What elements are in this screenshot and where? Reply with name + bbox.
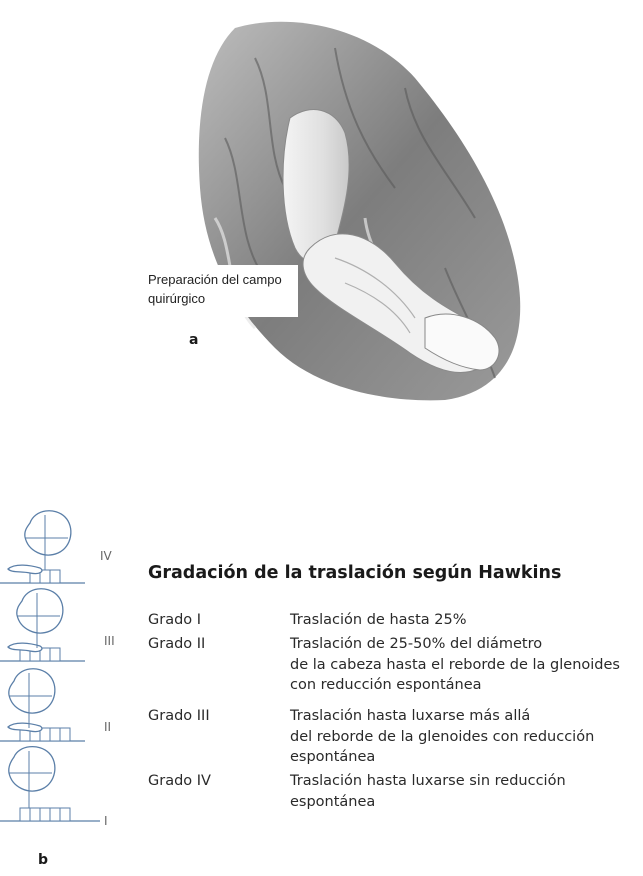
surgical-field-illustration — [195, 18, 525, 403]
grade-description: Traslación hasta luxarse sin reducción espontánea — [290, 773, 566, 810]
grade-label: Grado III — [148, 708, 210, 724]
panel-label-a: a — [189, 332, 199, 348]
level-label-iii: III — [104, 634, 115, 648]
diagram-grade-iii — [0, 589, 115, 661]
grade-label: Grado II — [148, 636, 206, 652]
grade-description: Traslación de hasta 25% — [290, 612, 467, 628]
diagram-grade-ii — [0, 669, 111, 741]
figure-caption: Preparación del campo quirúrgico — [140, 265, 298, 317]
grade-label: Grado IV — [148, 773, 211, 789]
grade-label: Grado I — [148, 612, 202, 628]
hawkins-diagrams — [0, 505, 125, 830]
panel-label-b: b — [38, 852, 49, 868]
diagram-grade-i — [0, 747, 108, 828]
level-label-ii: II — [104, 720, 112, 734]
grade-description: Traslación de 25-50% del diámetro de la cabeza hasta el reborde de la glenoides con reducción espontánea — [290, 636, 620, 693]
table-title: Gradación de la traslación según Hawkins — [148, 563, 562, 583]
level-label-iv: IV — [100, 549, 112, 563]
grade-description: Traslación hasta luxarse más allá del reborde de la glenoides con reducción espontánea — [290, 708, 595, 765]
level-label-i: I — [104, 814, 108, 828]
diagram-grade-iv — [0, 511, 113, 583]
